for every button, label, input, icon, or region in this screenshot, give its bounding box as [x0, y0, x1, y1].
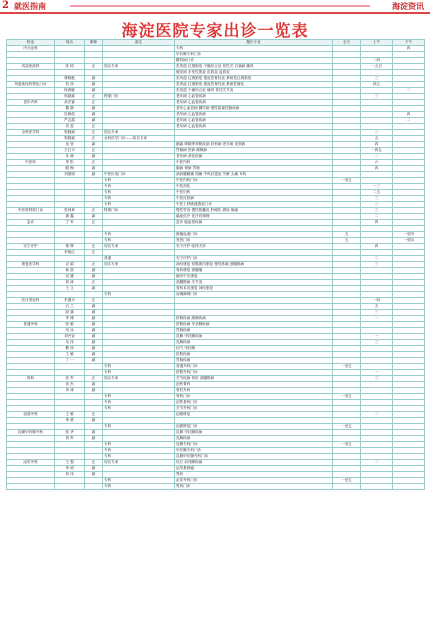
table-cell: 专科 [103, 370, 175, 376]
table-cell: 李 博 [55, 316, 85, 322]
table-cell: 专科 [103, 424, 175, 430]
table-cell: 骨科康复 颈腰痛 [175, 268, 333, 274]
table-cell: 二四 [361, 58, 393, 64]
table-cell: 副 [85, 322, 103, 328]
table-cell: 男科 [175, 472, 333, 478]
table-cell: 五 [361, 304, 393, 310]
table-cell: 四 [393, 112, 425, 118]
table-cell: 副 [85, 436, 103, 442]
table-cell: 副 [85, 466, 103, 472]
table-cell: 颈肩腰腿痛 面瘫 中风后遗症 失眠 头痛 耳鸣 [175, 172, 333, 178]
table-cell [7, 484, 55, 490]
table-cell: 副 [85, 382, 103, 388]
table-cell: 二 [361, 214, 393, 220]
table-cell: 老年病 消化疾病 [175, 154, 333, 160]
table-cell: 神经康复 骨骼肌肉康复 慢性疼痛 颈腰椎病 [175, 262, 333, 268]
column-header: 备注 [103, 40, 175, 46]
table-cell: 中医科 [7, 160, 55, 166]
table-cell: 李 明 [55, 466, 85, 472]
table-cell: 专科 [103, 292, 175, 298]
table-cell: 正 [85, 160, 103, 166]
table-cell: 刘 涛 [55, 280, 85, 286]
table-cell: 副 [85, 286, 103, 292]
table-cell: 正 [85, 280, 103, 286]
column-header: 职称 [85, 40, 103, 46]
table-cell: 乳腺 甲状腺疾病 [175, 334, 333, 340]
table-cell: 中医妇科 [175, 190, 333, 196]
table-cell: 四 [361, 244, 393, 250]
table-cell: 正 [85, 412, 103, 418]
table-cell: 王 强 [55, 460, 85, 466]
table-cell: 柳 萍 [55, 346, 85, 352]
table-cell: 知名专家 [103, 262, 175, 268]
table-cell: 正 [85, 208, 103, 214]
table-cell: 专科 [103, 190, 175, 196]
table-cell: 刘 军 [55, 436, 85, 442]
table-cell: 知名专家 [103, 130, 175, 136]
table-cell: 五 [333, 238, 361, 244]
page-number: 2 [2, 0, 9, 11]
table-cell: 一至五 [333, 424, 361, 430]
table-cell: 中医内科门诊 [175, 178, 333, 184]
table-cell: 正 [85, 244, 103, 250]
table-cell: 专科 [103, 442, 175, 448]
table-cell: 一至五 [333, 478, 361, 484]
table-cell [85, 484, 103, 490]
table-cell: 三 [361, 202, 393, 208]
table-cell: 刘 萍 [55, 82, 85, 88]
table-cell: 骨科术后康复 神经康复 [175, 286, 333, 292]
table-cell: 副 [85, 418, 103, 424]
column-header: 下午 [393, 40, 425, 46]
table-cell: 李 晨 [55, 418, 85, 424]
table-cell: 乳腺甲状腺外科 [7, 430, 55, 436]
table-cell: 正 [85, 100, 103, 106]
table-cell: 副 [85, 154, 103, 160]
table-cell: 殷 梅 [55, 166, 85, 172]
table-cell: 特需门诊 [103, 208, 175, 214]
column-header: 上午 [361, 40, 393, 46]
table-cell: 六 [361, 160, 393, 166]
table-cell: 王 敏 [55, 352, 85, 358]
table-cell: 肺病 肾病 胃肠 [175, 166, 333, 172]
header-stripe [70, 5, 370, 7]
table-cell: 副 [85, 304, 103, 310]
table-cell: 五 [361, 136, 393, 142]
table-cell: 四 [361, 166, 393, 172]
table-cell: 五 [333, 232, 361, 238]
table-cell: 老年内科 [7, 100, 55, 106]
table-cell: 副 [85, 358, 103, 364]
table-cell: 胃肠疾病 [175, 328, 333, 334]
table-cell: 正 [85, 376, 103, 382]
column-header: 擅长专业 [175, 40, 333, 46]
table-cell: 正 [85, 64, 103, 70]
table-cell: 专科 [103, 484, 175, 490]
table-cell: 正 [85, 136, 103, 142]
header-bar [0, 0, 430, 14]
table-cell: 副 [85, 112, 103, 118]
table-cell: 张 华 [55, 430, 85, 436]
table-cell: 丁 一 [55, 358, 85, 364]
table-cell: 老年病 心血管疾病 [175, 112, 333, 118]
table-cell: 胃肠疾病 [175, 358, 333, 364]
table-cell: 普通 [103, 256, 175, 262]
table-cell [393, 484, 425, 490]
table-cell: 专科 [103, 400, 175, 406]
table-cell: 专科 [103, 178, 175, 184]
table-cell: 吴 伟 [55, 340, 85, 346]
table-cell: 四五 [361, 82, 393, 88]
table-cell: 副 [85, 88, 103, 94]
table-cell: 副 [85, 166, 103, 172]
table-cell: 一至五 [333, 364, 361, 370]
table-cell: 胃肠病 肝病 胰腺病 [175, 148, 333, 154]
table-cell: 刘丹亚 [55, 334, 85, 340]
table-cell: 一五日 [361, 64, 393, 70]
table-cell: 肝胆疾病 甲状腺疾病 [175, 322, 333, 328]
table-cell: 肝胆疾病 [175, 352, 333, 358]
table-cell: 郭晓斌 [55, 130, 85, 136]
table-cell: 副 [85, 352, 103, 358]
table-cell: 专科 [103, 406, 175, 412]
table-cell: 中医内科 [175, 160, 333, 166]
table-cell: 康复医学科 [7, 262, 55, 268]
table-cell: 乳腺专科门诊 [175, 442, 333, 448]
table-cell [361, 484, 393, 490]
table-cell: 中医针灸门诊 [103, 172, 175, 178]
table-cell: 泌尿外科 [7, 460, 55, 466]
table-cell: 吴 泳 [55, 328, 85, 334]
table-cell: 朱德平 [55, 298, 85, 304]
table-cell: 瞿 静 [55, 106, 85, 112]
table-cell: 专科 [103, 232, 175, 238]
table-cell: 疝气 甲状腺 [175, 346, 333, 352]
table-cell: 关节疾病 骨折 颈腰椎病 [175, 376, 333, 382]
table-cell: 类风湿 红斑狼疮 强直性脊柱炎 系统性红斑狼疮 [175, 76, 333, 82]
table-cell: 中医消化 [175, 184, 333, 190]
table-cell: 创面修复门诊 [175, 424, 333, 430]
table-cell: 类风湿 干燥综合征 痛风 骨性关节炎 [175, 88, 333, 94]
table-cell: 类风湿 红斑狼疮 干燥综合征 骨性关 白塞病 痛风 [175, 64, 333, 70]
table-cell: 专科 [103, 184, 175, 190]
table-cell: 骨科门诊 [175, 394, 333, 400]
table-cell: 刘 伟 [55, 472, 85, 478]
table-cell: 吴 莹 [55, 142, 85, 148]
table-cell: 四 [361, 142, 393, 148]
table-cell: 郭晓斌 [55, 94, 85, 100]
table-cell: 二 [393, 118, 425, 124]
table-cell: 泌尿外科门诊 [175, 478, 333, 484]
table-cell: 一至五 [333, 178, 361, 184]
table-cell: 乳腺甲状腺外科门诊 [175, 454, 333, 460]
table-cell: 谷 娟 [55, 262, 85, 268]
table-cell: 内分泌科 [7, 46, 55, 52]
table-cell: 白 兰 [55, 304, 85, 310]
table-cell: 发热门诊 [175, 238, 333, 244]
table-cell: 癌症化疗 化疗后调理 [175, 214, 333, 220]
table-cell: 副 [85, 430, 103, 436]
table-cell: 正 [85, 250, 103, 256]
table-cell: 三 [361, 196, 393, 202]
table-cell: 张 树 [55, 64, 85, 70]
table-cell: 二 [361, 154, 393, 160]
table-cell: 三 [361, 262, 393, 268]
table-cell: 张 敏 [55, 322, 85, 328]
table-cell: 段 斌 [55, 310, 85, 316]
table-cell: 副 [85, 346, 103, 352]
table-cell: 高宏睿 [55, 100, 85, 106]
table-cell: 三 [361, 340, 393, 346]
table-cell: 乳腺疾病 [175, 436, 333, 442]
table-cell: 二 [361, 412, 393, 418]
table-cell: 专科 [103, 202, 175, 208]
table-cell: 普通外科门诊 [175, 364, 333, 370]
table-cell: 杨 凯 [55, 268, 85, 274]
table-cell: 副 [85, 310, 103, 316]
table-cell: 严志霞 [55, 118, 85, 124]
table-cell: 老年病 心血管疾病 [175, 124, 333, 130]
table-cell: 安宁疗护 临终关怀 [175, 244, 333, 250]
table-cell: 老年心血管病 糖尿病 慢性阻塞性肺疾病 [175, 106, 333, 112]
table-cell: 费晓艳 [55, 76, 85, 82]
table-cell: 一至五 [333, 394, 361, 400]
table-cell: 朱 晓 [55, 154, 85, 160]
table-cell: 吞咽障碍门诊 [175, 292, 333, 298]
table-cell: 慢性胃炎 慢性胆囊炎 肝硬化 溃疡 肠癌 [175, 208, 333, 214]
table-cell: 一至四 [393, 232, 425, 238]
table-cell: 乳腺疾病 [175, 340, 333, 346]
table-cell: 正 [85, 130, 103, 136]
table-cell: 刘建明 [55, 172, 85, 178]
table-cell: 秦 辉 [55, 244, 85, 250]
table-cell: 颈腰椎病 关节炎 [175, 280, 333, 286]
table-cell: 四 [393, 46, 425, 52]
table-cell: 三 [361, 310, 393, 316]
table-cell: 宁 军 [55, 220, 85, 226]
table-cell: 专科 [103, 364, 175, 370]
table-cell: 正 [85, 124, 103, 130]
table-cell: 一四 [361, 298, 393, 304]
table-cell: 硬皮病 多发性肌炎 皮肌炎 血管炎 [175, 70, 333, 76]
table-cell: 副 [85, 76, 103, 82]
table-cell: 副 [85, 214, 103, 220]
table-cell: 专科 [175, 46, 333, 52]
table-cell: 一至四 [393, 238, 425, 244]
table-cell: 创面修复 [175, 412, 333, 418]
table-cell: 创面外科 [7, 412, 55, 418]
table-cell: 专科 [103, 394, 175, 400]
table-cell: 副 [85, 328, 103, 334]
table-cell: 杜晓权 [55, 112, 85, 118]
table-cell: 正 [85, 262, 103, 268]
table-cell: 专科 [103, 238, 175, 244]
column-header: 科室 [7, 40, 55, 46]
table-cell: 副 [85, 142, 103, 148]
table-cell: 一 [361, 370, 393, 376]
table-cell: 正 [85, 220, 103, 226]
table-cell: 二 [361, 460, 393, 466]
table-cell: 副 [85, 274, 103, 280]
table-cell: 老年病 心血管疾病 [175, 118, 333, 124]
table-cell: 肿瘤血液门诊 [175, 232, 333, 238]
table-cell: 肝胆疾病 胰腺疾病 [175, 316, 333, 322]
table-cell: 男科门诊 [175, 484, 333, 490]
table-cell: 专科 [103, 454, 175, 460]
table-cell: 医疗美容科 [7, 298, 55, 304]
table-cell: 二 [361, 256, 393, 262]
table-cell: 甲状腺专科门诊 [175, 448, 333, 454]
table-cell: 一四五 [361, 148, 393, 154]
table-cell: 结石 前列腺疾病 [175, 460, 333, 466]
table-cell: 正 [85, 298, 103, 304]
table-cell: 特需门诊 [103, 94, 175, 100]
table-cell: 类风湿 红斑狼疮 强直性脊柱炎 系统性硬化 [175, 82, 333, 88]
table-cell: 知名专家 [103, 460, 175, 466]
table-cell: 糖尿病门诊 [175, 58, 333, 64]
table-cell: 二五 [361, 190, 393, 196]
table-cell: 专科 [103, 196, 175, 202]
table-cell: 专科 [103, 448, 175, 454]
table-cell: 知名专家 [103, 244, 175, 250]
table-cell: 中医上呼吸道感染门诊 [175, 202, 333, 208]
table-cell: 副 [85, 172, 103, 178]
table-cell: 副 [85, 388, 103, 394]
table-cell: 知名专家 [103, 64, 175, 70]
page-title: 海淀医院专家出诊一览表 [121, 21, 309, 40]
table-cell: 刘 杰 [55, 382, 85, 388]
table-cell: 王 敏 [55, 412, 85, 418]
table-cell: 老年病 心血管疾病 [175, 94, 333, 100]
table-cell: 三 [361, 376, 393, 382]
table-cell: 李 涛 [55, 388, 85, 394]
table-cell: 一至五 [333, 442, 361, 448]
table-cell: 泌尿系肿瘤 [175, 466, 333, 472]
table-cell: 张 军 [55, 376, 85, 382]
table-cell: 副 [85, 472, 103, 478]
table-cell: 副 [85, 316, 103, 322]
table-cell: 骨科 [7, 376, 55, 382]
table-cell: 乳腺 甲状腺疾病 [175, 430, 333, 436]
table-cell: 急诊 脑血管疾病 [175, 220, 333, 226]
table-cell: 全科医学门诊——知名专家 [103, 136, 175, 142]
table-cell: 老年病 心血管疾病 [175, 100, 333, 106]
table-body [7, 46, 425, 490]
table-cell: 一 [361, 334, 393, 340]
table-cell: 副 [85, 268, 103, 274]
table-cell: 安宁疗护门诊 [175, 256, 333, 262]
table-cell: 二 [393, 88, 425, 94]
table-cell: 正 [85, 460, 103, 466]
table-cell: 王红平 [55, 148, 85, 154]
table-cell: 三 [361, 208, 393, 214]
table-cell: 一三 [361, 184, 393, 190]
table-cell: 肺癌 哮喘等呼吸疾病 妇科病 老年病 皮肤病 [175, 142, 333, 148]
table-cell: 脑卒中后康复 [175, 274, 333, 280]
table-cell: 吴 婕 [55, 274, 85, 280]
table-cell: 杨春敏 [55, 88, 85, 94]
table-cell: 李菊红 [55, 250, 85, 256]
table-cell: 吴 蓝 [55, 124, 85, 130]
table-cell: 王 文 [55, 286, 85, 292]
table-cell [333, 484, 361, 490]
table-cell: 创伤骨科门诊 [175, 400, 333, 406]
table-cell: 张尚章 [55, 208, 85, 214]
table-cell: 脊柱外科 [175, 388, 333, 394]
table-cell: 三 [361, 76, 393, 82]
table-cell: 副 [85, 118, 103, 124]
table-cell: 知名专家 [103, 376, 175, 382]
table-cell: 风湿免疫科特色门诊 [7, 82, 55, 88]
column-header: 全天 [333, 40, 361, 46]
table-cell: 四 [361, 220, 393, 226]
table-cell: 急诊 [7, 220, 55, 226]
table-cell: 三 [361, 130, 393, 136]
table-cell [55, 484, 85, 490]
table-cell: 普通外科 [7, 322, 55, 328]
table-cell: 副 [85, 340, 103, 346]
table-cell: 肝胆外科门诊 [175, 370, 333, 376]
table-cell: 关节外科门诊 [175, 406, 333, 412]
table-cell: 中医科特需门诊 [7, 208, 55, 214]
table-cell: 专科 [103, 478, 175, 484]
table-cell: 副 [85, 334, 103, 340]
table-cell: 甲状腺专科门诊 [175, 52, 333, 58]
table-cell: 安宁疗护 [7, 244, 55, 250]
table-cell: 郭晓斌 [55, 136, 85, 142]
table-cell: 中医皮肤病 [175, 196, 333, 202]
column-header: 姓名 [55, 40, 85, 46]
table-cell: 创伤骨科 [175, 382, 333, 388]
table-cell: 正 [85, 148, 103, 154]
table-cell: 三 [361, 94, 393, 100]
table-cell: 一 [361, 316, 393, 322]
table-row [7, 484, 425, 490]
table-cell: 龚 鑫 [55, 214, 85, 220]
schedule-table [6, 39, 425, 490]
table-cell: 正 [85, 94, 103, 100]
table-cell: 李 彤 [55, 160, 85, 166]
table-cell: 副 [85, 82, 103, 88]
section-name: 就医指南 [14, 2, 46, 11]
table-cell: 副 [85, 106, 103, 112]
table-cell: 全科医学科 [7, 130, 55, 136]
brand-name: 海淀资讯 [392, 2, 424, 11]
table-cell: 风湿免疫科 [7, 64, 55, 70]
